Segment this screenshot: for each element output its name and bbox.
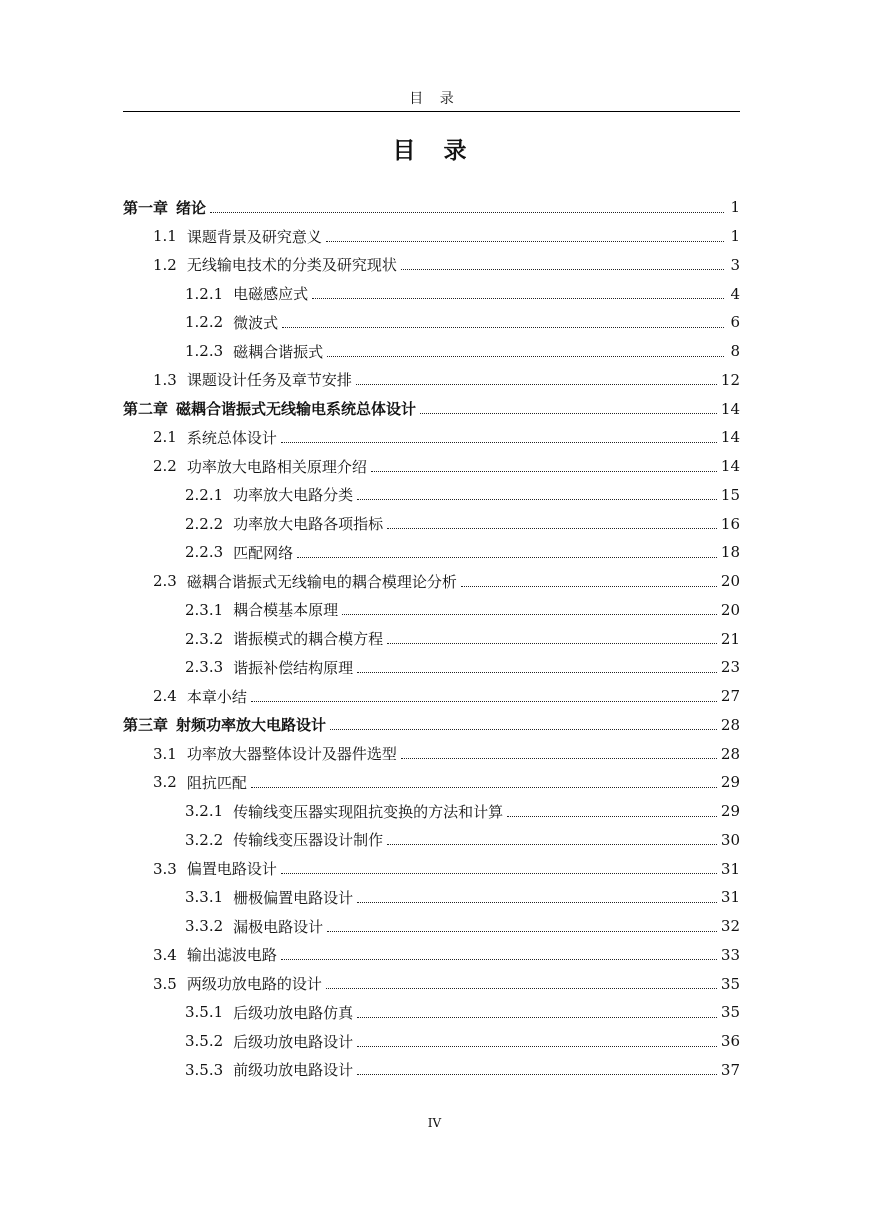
page-number: IV [427, 1116, 442, 1130]
toc-entry-number: 第一章 [123, 198, 169, 217]
dot-leader [387, 528, 717, 529]
toc-entry[interactable] [123, 337, 740, 366]
toc-entry-number: 第三章 [123, 716, 169, 735]
dot-leader [357, 1017, 717, 1018]
dot-leader [461, 586, 717, 587]
toc-entry-number: 3.5.1 [185, 1003, 224, 1022]
toc-entry-title: 后级功放电路设计 [233, 1032, 354, 1051]
toc-entry[interactable] [123, 193, 740, 222]
dot-leader [357, 672, 717, 673]
toc-entry-page: 23 [720, 658, 740, 677]
dot-leader [282, 327, 724, 328]
toc-entry[interactable] [123, 682, 740, 711]
dot-leader [251, 701, 717, 702]
toc-entry-page: 30 [720, 830, 740, 849]
dot-leader [251, 787, 717, 788]
toc-entry-title: 阻抗匹配 [186, 773, 247, 792]
toc-entry-title: 传输线变压器设计制作 [233, 831, 384, 850]
toc-entry-page: 14 [720, 399, 740, 418]
dot-leader [401, 758, 717, 759]
toc-entry[interactable] [123, 941, 740, 970]
toc-entry[interactable] [123, 452, 740, 481]
dot-leader [356, 384, 717, 385]
toc-entry-page: 1 [730, 198, 740, 217]
dot-leader [371, 471, 717, 472]
toc-entry-title: 射频功率放大电路设计 [176, 716, 327, 735]
toc-entry[interactable] [123, 711, 740, 740]
dot-leader [342, 614, 717, 615]
dot-leader [387, 643, 717, 644]
toc-entry-page: 3 [730, 255, 740, 274]
toc-entry-title: 无线输电技术的分类及研究现状 [186, 256, 397, 275]
toc-entry-title: 栅极偏置电路设计 [233, 888, 354, 907]
toc-entry-number: 3.2 [153, 773, 177, 792]
toc-entry-title: 偏置电路设计 [186, 860, 277, 879]
dot-leader [327, 931, 717, 932]
toc-entry[interactable] [123, 423, 740, 452]
toc-entry[interactable] [123, 969, 740, 998]
toc-entry[interactable] [123, 509, 740, 538]
toc-entry[interactable] [123, 998, 740, 1027]
toc-entry[interactable] [123, 826, 740, 855]
toc-entry-page: 36 [720, 1032, 740, 1051]
toc-entry-page: 20 [720, 600, 740, 619]
toc-entry-page: 12 [720, 370, 740, 389]
toc-entry-number: 2.1 [153, 428, 177, 447]
toc-entry-page: 33 [720, 945, 740, 964]
toc-entry-page: 28 [720, 744, 740, 763]
toc-entry-number: 1.2.2 [185, 313, 224, 332]
toc-entry-title: 微波式 [233, 313, 279, 332]
toc-entry[interactable] [123, 739, 740, 768]
toc-entry-title: 课题背景及研究意义 [186, 227, 322, 246]
toc-entry-number: 1.2 [153, 255, 177, 274]
toc-entry-title: 磁耦合谐振式 [233, 342, 324, 361]
toc-entry-title: 后级功放电路仿真 [233, 1003, 354, 1022]
toc-entry-page: 18 [720, 543, 740, 562]
toc-entry-title: 前级功放电路设计 [233, 1061, 354, 1080]
toc-entry-number: 3.5 [153, 974, 177, 993]
toc-entry[interactable] [123, 481, 740, 510]
toc-entry-number: 3.3.2 [185, 917, 224, 936]
toc-entry-number: 2.3.1 [185, 600, 224, 619]
toc-entry-title: 功率放大器整体设计及器件选型 [186, 745, 397, 764]
toc-entry[interactable] [123, 1056, 740, 1085]
toc-entry-page: 29 [720, 802, 740, 821]
toc-entry-title: 耦合模基本原理 [233, 601, 339, 620]
toc-entry-page: 35 [720, 1003, 740, 1022]
dot-leader [357, 499, 717, 500]
dot-leader [330, 729, 717, 730]
toc-entry-number: 3.4 [153, 945, 177, 964]
toc-entry[interactable] [123, 567, 740, 596]
toc-entry-title: 课题设计任务及章节安排 [186, 371, 352, 390]
running-header: 目 录 [409, 91, 460, 107]
toc-entry-number: 2.2.1 [185, 485, 224, 504]
toc-entry-title: 匹配网络 [233, 543, 294, 562]
toc-entry-title: 谐振补偿结构原理 [233, 658, 354, 677]
toc-entry-number: 2.3.3 [185, 658, 224, 677]
toc-entry[interactable] [123, 797, 740, 826]
toc-entry[interactable] [123, 883, 740, 912]
toc-entry-title: 磁耦合谐振式无线输电的耦合模理论分析 [186, 572, 457, 591]
dot-leader [312, 298, 724, 299]
toc-entry-page: 15 [720, 485, 740, 504]
dot-leader [281, 873, 717, 874]
toc-entry-title: 两级功放电路的设计 [186, 975, 322, 994]
dot-leader [357, 1046, 717, 1047]
toc-entry-number: 2.4 [153, 687, 177, 706]
page-title: 目 录 [392, 138, 477, 164]
toc-entry-page: 32 [720, 917, 740, 936]
toc-entry[interactable] [123, 366, 740, 395]
toc-entry-page: 6 [730, 313, 740, 332]
dot-leader [327, 356, 724, 357]
dot-leader [507, 816, 717, 817]
toc-entry[interactable] [123, 624, 740, 653]
toc-entry-number: 3.3.1 [185, 888, 224, 907]
toc-entry-number: 1.2.1 [185, 284, 224, 303]
toc-entry-title: 系统总体设计 [186, 428, 277, 447]
toc-entry-title: 传输线变压器实现阻抗变换的方法和计算 [233, 802, 504, 821]
toc-entry-title: 功率放大电路分类 [233, 486, 354, 505]
toc-entry[interactable] [123, 222, 740, 251]
dot-leader [326, 241, 724, 242]
toc-entry[interactable] [123, 768, 740, 797]
dot-leader [281, 959, 717, 960]
toc-entry-number: 2.3.2 [185, 629, 224, 648]
toc-entry-number: 1.3 [153, 370, 177, 389]
toc-entry-number: 1.2.3 [185, 342, 224, 361]
toc-entry-title: 谐振模式的耦合模方程 [233, 630, 384, 649]
toc-entry-page: 35 [720, 974, 740, 993]
dot-leader [357, 1074, 717, 1075]
toc-entry-number: 1.1 [153, 227, 177, 246]
dot-leader [387, 844, 717, 845]
toc-entry-page: 1 [730, 227, 740, 246]
toc-entry-page: 14 [720, 457, 740, 476]
toc-entry-number: 3.2.1 [185, 802, 224, 821]
toc-entry[interactable] [123, 653, 740, 682]
dot-leader [297, 557, 717, 558]
toc-entry-page: 16 [720, 514, 740, 533]
toc-entry[interactable] [123, 1027, 740, 1056]
toc-entry-number: 3.5.2 [185, 1032, 224, 1051]
toc-entry-title: 输出滤波电路 [186, 946, 277, 965]
toc-entry[interactable] [123, 596, 740, 625]
toc-entry[interactable] [123, 538, 740, 567]
toc-entry-page: 21 [720, 629, 740, 648]
toc-entry[interactable] [123, 251, 740, 280]
toc-entry-page: 37 [720, 1060, 740, 1079]
toc-entry-title: 电磁感应式 [233, 285, 309, 304]
toc-entry-page: 8 [730, 342, 740, 361]
toc-entry[interactable] [123, 394, 740, 423]
toc-entry-page: 4 [730, 284, 740, 303]
toc-entry-number: 2.2.3 [185, 543, 224, 562]
toc-entry-title: 功率放大电路相关原理介绍 [186, 457, 367, 476]
toc-entry-page: 29 [720, 773, 740, 792]
toc-entry-page: 31 [720, 888, 740, 907]
toc-entry[interactable] [123, 912, 740, 941]
toc-entry-page: 14 [720, 428, 740, 447]
dot-leader [420, 413, 717, 414]
toc-entry-page: 20 [720, 572, 740, 591]
toc-entry-number: 2.3 [153, 572, 177, 591]
toc-entry-number: 3.1 [153, 744, 177, 763]
toc-entry[interactable] [123, 308, 740, 337]
toc-entry-number: 2.2.2 [185, 514, 224, 533]
toc-entry-title: 本章小结 [186, 687, 247, 706]
header-rule [123, 111, 740, 112]
toc-entry-title: 绪论 [176, 198, 207, 217]
dot-leader [281, 442, 717, 443]
toc-entry-number: 3.5.3 [185, 1060, 224, 1079]
toc-entry[interactable] [123, 854, 740, 883]
table-of-contents [123, 193, 740, 1084]
toc-entry-number: 3.3 [153, 859, 177, 878]
toc-entry-title: 功率放大电路各项指标 [233, 515, 384, 534]
toc-entry-page: 31 [720, 859, 740, 878]
toc-entry-number: 第二章 [123, 400, 169, 419]
toc-entry-page: 28 [720, 715, 740, 734]
dot-leader [210, 212, 724, 213]
dot-leader [357, 902, 717, 903]
toc-entry-page: 27 [720, 687, 740, 706]
dot-leader [326, 988, 717, 989]
toc-entry[interactable] [123, 279, 740, 308]
toc-entry-number: 2.2 [153, 457, 177, 476]
toc-entry-title: 漏极电路设计 [233, 917, 324, 936]
toc-entry-title: 磁耦合谐振式无线输电系统总体设计 [176, 400, 417, 419]
dot-leader [401, 269, 724, 270]
toc-entry-number: 3.2.2 [185, 830, 224, 849]
